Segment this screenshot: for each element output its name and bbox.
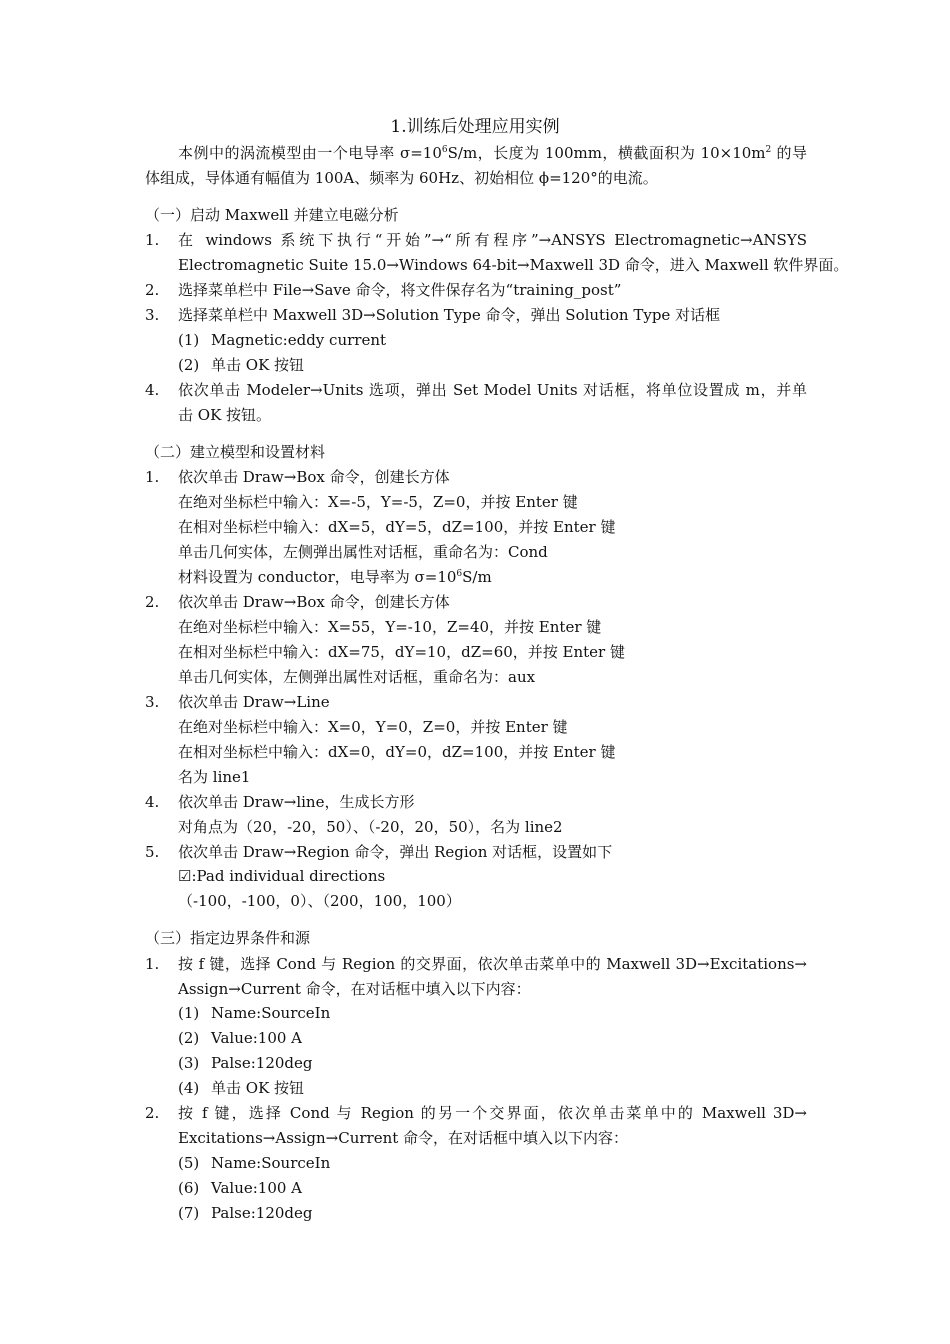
s2-item3-line1: 依次单击 Draw→Line <box>178 693 330 711</box>
s3-item2-sub6-number: (6) <box>178 1179 200 1197</box>
s3-item1-sub2-number: (2) <box>178 1029 200 1047</box>
s3-item1-sub4-number: (4) <box>178 1079 200 1097</box>
s2-item3-number: 3. <box>145 693 160 711</box>
intro-line-2: 体组成，导体通有幅值为 100A、频率为 60Hz、初始相位 ϕ=120°的电流。 <box>145 169 658 187</box>
s2-item3-line4: 名为 line1 <box>178 768 251 786</box>
section1-heading: （一）启动 Maxwell 并建立电磁分析 <box>145 206 399 224</box>
s1-item1-number: 1. <box>145 231 160 249</box>
s3-item2-line1: 按 f 键，选择 Cond 与 Region 的另一个交界面，依次单击菜单中的 Maxwell 3D→ <box>178 1104 807 1122</box>
intro-superscript-2: 2 <box>765 145 772 155</box>
s2-item2-line4: 单击几何实体，左侧弹出属性对话框，重命名为：aux <box>178 668 536 686</box>
s3-item1-sub1-text: Name:SourceIn <box>211 1004 331 1022</box>
intro-line-1 <box>178 143 807 163</box>
s1-item3-sub1-number: (1) <box>178 331 200 349</box>
s2-item2-line2: 在绝对坐标栏中输入：X=55，Y=-10，Z=40，并按 Enter 键 <box>178 618 602 636</box>
intro-text-c: 的导 <box>771 144 807 162</box>
s1-item2-number: 2. <box>145 281 160 299</box>
s3-item1-line1: 按 f 键，选择 Cond 与 Region 的交界面，依次单击菜单中的 Maxwell 3D→Excitations→ <box>178 955 807 973</box>
s1-item3-sub2-number: (2) <box>178 356 200 374</box>
s3-item1-line2: Assign→Current 命令，在对话框中填入以下内容： <box>178 980 531 998</box>
s2-item3-line3: 在相对坐标栏中输入：dX=0，dY=0，dZ=100，并按 Enter 键 <box>178 743 616 761</box>
s3-item1-sub2-text: Value:100 A <box>211 1029 303 1047</box>
s2-item2-number: 2. <box>145 593 160 611</box>
s1-item1-line2: Electromagnetic Suite 15.0→Windows 64-bit→Maxwell 3D 命令，进入 Maxwell 软件界面。 <box>178 256 849 274</box>
s2-item4-line2: 对角点为（20，-20，50）、（-20，20，50），名为 line2 <box>178 818 563 836</box>
s3-item1-sub1-number: (1) <box>178 1004 200 1022</box>
s2-item1-line5-text-a: 材料设置为 conductor，电导率为 σ=10 <box>178 568 457 586</box>
s3-item2-line2: Excitations→Assign→Current 命令，在对话框中填入以下内容： <box>178 1129 629 1147</box>
s1-item3-line1: 选择菜单栏中 Maxwell 3D→Solution Type 命令，弹出 Solution Type 对话框 <box>178 306 721 324</box>
s1-item4-line2: 击 OK 按钮。 <box>178 406 272 424</box>
section3-heading: （三）指定边界条件和源 <box>145 929 311 947</box>
document-title: 1.训练后处理应用实例 <box>390 117 560 137</box>
intro-superscript-1: 6 <box>441 145 448 155</box>
s1-item3-number: 3. <box>145 306 160 324</box>
intro-text-a: 本例中的涡流模型由一个电导率 σ=10 <box>178 144 442 162</box>
s3-item2-number: 2. <box>145 1104 160 1122</box>
s3-item1-sub3-text: Palse:120deg <box>211 1054 313 1072</box>
s2-item1-line2: 在绝对坐标栏中输入：X=-5，Y=-5，Z=0，并按 Enter 键 <box>178 493 578 511</box>
s1-item3-sub2-text: 单击 OK 按钮 <box>211 356 305 374</box>
s3-item1-sub4-text: 单击 OK 按钮 <box>211 1079 305 1097</box>
s3-item1-sub3-number: (3) <box>178 1054 200 1072</box>
s2-item5-line2: ☑:Pad individual directions <box>178 867 386 885</box>
s3-item2-sub7-text: Palse:120deg <box>211 1204 313 1222</box>
s2-item1-number: 1. <box>145 468 160 486</box>
section2-heading: （二）建立模型和设置材料 <box>145 443 326 461</box>
s2-item5-number: 5. <box>145 843 160 861</box>
s2-item1-line5 <box>178 567 492 587</box>
s2-item1-line1: 依次单击 Draw→Box 命令，创建长方体 <box>178 468 450 486</box>
s2-item1-line4: 单击几何实体，左侧弹出属性对话框，重命名为：Cond <box>178 543 548 561</box>
s2-item4-line1: 依次单击 Draw→line，生成长方形 <box>178 793 415 811</box>
s2-item1-line3: 在相对坐标栏中输入：dX=5，dY=5，dZ=100，并按 Enter 键 <box>178 518 616 536</box>
s3-item2-sub7-number: (7) <box>178 1204 200 1222</box>
s1-item2-line1: 选择菜单栏中 File→Save 命令，将文件保存名为“training_post” <box>178 281 622 299</box>
s2-item1-superscript: 6 <box>456 569 463 579</box>
s1-item4-number: 4. <box>145 381 160 399</box>
s2-item2-line3: 在相对坐标栏中输入：dX=75，dY=10，dZ=60，并按 Enter 键 <box>178 643 625 661</box>
s3-item2-sub5-number: (5) <box>178 1154 200 1172</box>
s3-item2-sub6-text: Value:100 A <box>211 1179 303 1197</box>
intro-text-b: S/m，长度为 100mm，横截面积为 10×10m <box>447 144 766 162</box>
s2-item5-line3: （-100，-100，0）、（200，100，100） <box>178 892 461 910</box>
s2-item5-line1: 依次单击 Draw→Region 命令，弹出 Region 对话框，设置如下 <box>178 843 613 861</box>
s2-item3-line2: 在绝对坐标栏中输入：X=0，Y=0，Z=0，并按 Enter 键 <box>178 718 568 736</box>
s2-item2-line1: 依次单击 Draw→Box 命令，创建长方体 <box>178 593 450 611</box>
s2-item1-line5-text-b: S/m <box>462 568 492 586</box>
s2-item4-number: 4. <box>145 793 160 811</box>
s1-item1-line1: 在 windows 系统下执行“开始”→“所有程序”→ANSYS Electromagnetic→ANSYS <box>178 231 807 249</box>
s1-item4-line1: 依次单击 Modeler→Units 选项，弹出 Set Model Units 对话框，将单位设置成 m，并单 <box>178 381 807 399</box>
s1-item3-sub1-text: Magnetic:eddy current <box>211 331 387 349</box>
s3-item1-number: 1. <box>145 955 160 973</box>
s3-item2-sub5-text: Name:SourceIn <box>211 1154 331 1172</box>
